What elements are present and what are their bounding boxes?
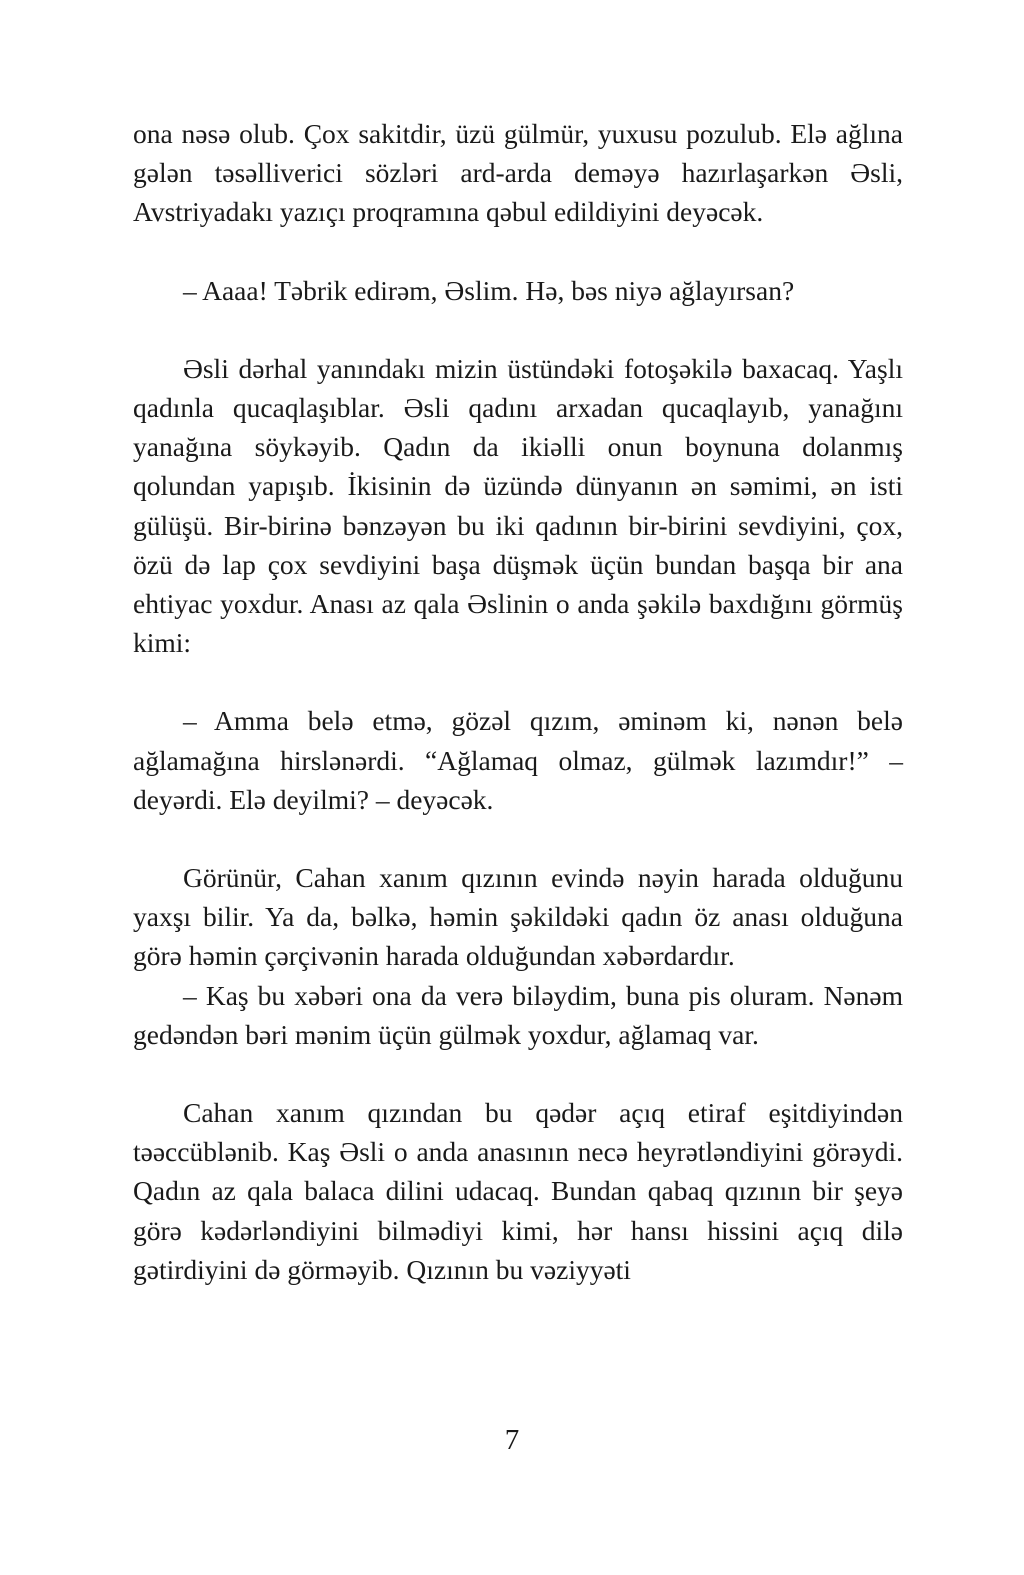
paragraph-7: Cahan xanım qızından bu qədər açıq etiraf eşitdiyindən təəccüblənib. Kaş Əsli o anda anasının necə heyrətləndiyini görəydi. Qadın az qala balaca dilini udacaq. Bundan qabaq qızının bir şeyə görə kədərləndiyini bilmədiyi kimi, hər hansı hissini açıq dilə gətirdiyini də görməyib. Qızının bu vəziyyəti [133,1097,903,1285]
paragraph-3: Əsli dərhal yanındakı mizin üstündəki fotoşəkilə baxacaq. Yaşlı qadınla qucaqlaşıblar. Əsli qadını arxadan qucaqlayıb, yanağını yanağına söykəyib. Qadın da ikiəlli onun boynuna dolanmış qolundan yapışıb. İkisinin də üzündə dünyanın ən səmimi, ən isti gülüşü. Bir-birinə bənzəyən bu iki qadının bir-birini sevdiyini, çox, özü də lap çox sevdiyini başa düşmək üçün bundan başqa bir ana ehtiyac yoxdur. Anası az qala Əslinin o anda şəkilə baxdığını görmüş kimi: [133,352,903,659]
paragraph-1: ona nəsə olub. Çox sakitdir, üzü gülmür, yuxusu pozulub. Elə ağlına gələn təsəlliverici sözləri ard-arda deməyə hazırlaşarkən Əsli, Avstriyadakı yazıçı proqramına qəbul edildiyini deyəcək. [133,118,903,228]
paragraph-5: Görünür, Cahan xanım qızının evində nəyin harada olduğunu yaxşı bilir. Ya da, bəlkə, həmin şəkildəki qadın öz anası olduğuna görə həmin çərçivənin harada olduğundan xəbərdardır. [133,862,903,972]
paragraph-4: – Amma belə etmə, gözəl qızım, əminəm ki, nənən belə ağlamağına hirslənərdi. “Ağlamaq olmaz, gülmək lazımdır!” – deyərdi. Elə deyilmi? – deyəcək. [133,705,903,815]
page-number: 7 [504,1424,520,1456]
paragraph-6: – Kaş bu xəbəri ona da verə biləydim, buna pis oluram. Nənəm gedəndən bəri mənim üçün gülmək yoxdur, ağlamaq var. [133,979,903,1050]
paragraph-2: – Aaaa! Təbrik edirəm, Əslim. Hə, bəs niyə ağlayırsan? [183,274,795,306]
body-text [133,114,903,1289]
